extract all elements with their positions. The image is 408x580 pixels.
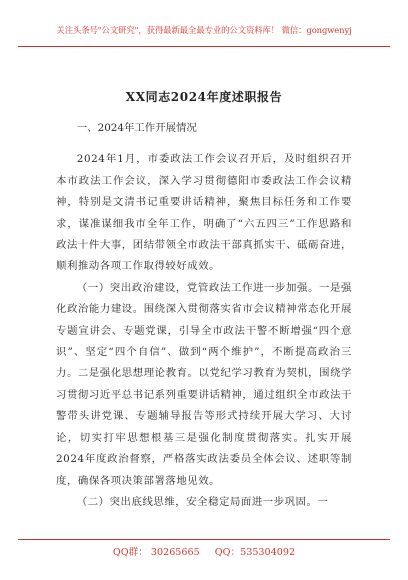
body-paragraph: 2024年1月，市委政法工作会议召开后，及时组织召开本市政法工作会议，深入学习贯彻德阳市委政法工作会议精神，特别是文清书记重要讲话精神，聚焦目标任务和工作要求，谋准谋细我市全年工作，明确了“六五四三”工作思路和政法十件大事，团结带领全市政法干部真抓实干、砥砺奋进，顺利推动各项工作取得较好成效。: [56, 153, 352, 273]
footer-divider: [18, 539, 390, 540]
body-paragraph: （一）突出政治建设，党管政法工作进一步加强。一是强化政治能力建设。围绕深入贯彻落实省市会议精神常态化开展专题宣讲会、专题党课，引导全市政法干警不断增强“四个意识”、坚定“四个自信”、做到“两个维护”，不断提高政治三力。二是强化思想理论教育。以党纪学习教育为契机，围绕学习贯彻习近平总书记系列重要讲话精神，通过组织全市政法干警带头讲党课、专题辅导报告等形式持续开展大学习、大讨论，切实打牢思想根基三是强化制度贯彻落实。扎实开展2024年度政治督察，严格落实政法委员全体会议、述职等制度，确保各项决策部署落地见效。: [56, 281, 352, 487]
header-banner: 关注头条号"公文研究"，获得最新最全最专业的公文资料库！ 微信：gongwenyj: [56, 25, 352, 35]
footer-banner: [0, 544, 408, 558]
footer-qq: QQ：535304092: [214, 547, 296, 558]
section-heading: 一、2024年工作开展情况: [76, 122, 197, 134]
document-body: [56, 118, 352, 513]
body-paragraph: （二）突出底线思维，安全稳定局面进一步巩固。一: [76, 495, 329, 508]
spacer: [56, 139, 352, 149]
footer-qq-group: QQ群： 30265665: [112, 547, 200, 558]
header-divider: [18, 46, 390, 47]
document-title: XX同志2024年度述职报告: [125, 90, 283, 104]
